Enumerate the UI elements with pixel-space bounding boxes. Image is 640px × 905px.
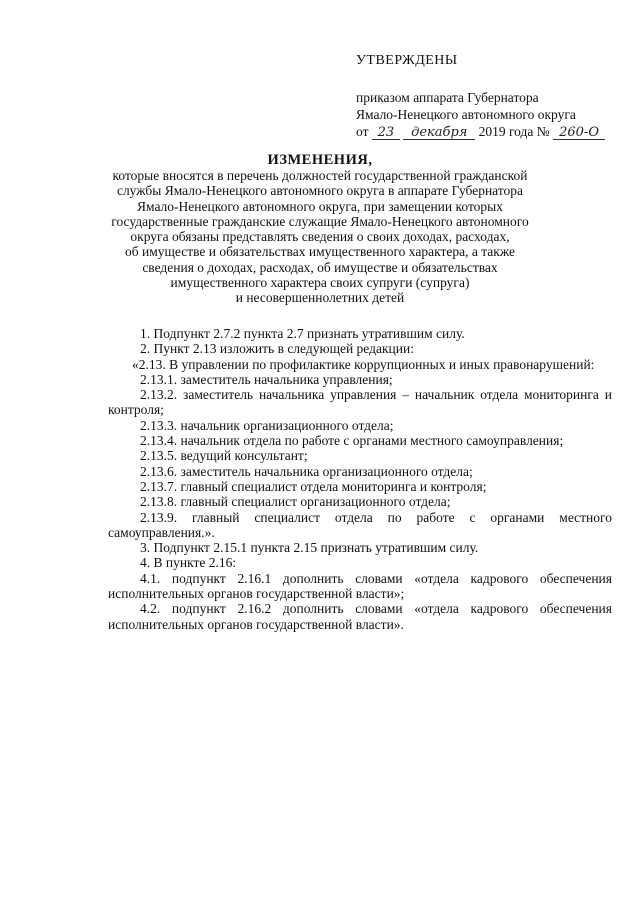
document-subtitle — [100, 168, 540, 306]
item-2-13: «2.13. В управлении по профилактике коррупционных и иных правонарушений: — [132, 356, 595, 372]
approval-from: от — [356, 124, 369, 139]
approval-heading: УТВЕРЖДЕНЫ — [356, 53, 458, 68]
approval-year: 2019 года № — [478, 124, 550, 139]
document-body — [108, 326, 612, 632]
item-2-13-6: 2.13.6. заместитель начальника организационного отдела; — [140, 463, 473, 479]
handwritten-order-number: 260-О — [553, 126, 605, 140]
item-3: 3. Подпункт 2.15.1 пункта 2.15 признать утратившим силу. — [140, 540, 479, 556]
handwritten-month: декабря — [403, 126, 475, 140]
item-2-13-7: 2.13.7. главный специалист отдела мониторинга и контроля; — [140, 478, 487, 494]
approval-line-1: приказом аппарата Губернатора — [356, 90, 539, 105]
handwritten-day: 23 — [372, 126, 400, 140]
item-2: 2. Пункт 2.13 изложить в следующей редакции: — [140, 341, 414, 357]
item-4: 4. В пункте 2.16: — [140, 555, 237, 571]
subtitle-line: округа обязаны представлять сведения о своих доходах, расходах, — [130, 229, 510, 245]
item-2-13-8: 2.13.8. главный специалист организационного отдела; — [140, 494, 451, 510]
item-2-13-4: 2.13.4. начальник отдела по работе с органами местного самоуправления; — [140, 433, 564, 449]
subtitle-line: и несовершеннолетних детей — [235, 290, 405, 306]
item-4-2: 4.2. подпункт 2.16.2 дополнить словами «отдела кадрового обеспечения исполнительных органов государственной власти». — [108, 601, 612, 632]
item-2-13-1: 2.13.1. заместитель начальника управления; — [140, 371, 393, 387]
subtitle-line: службы Ямало-Ненецкого автономного округа в аппарате Губернатора — [116, 183, 524, 199]
item-2-13-9: 2.13.9. главный специалист отдела по работе с органами местного самоуправления.». — [108, 509, 612, 540]
subtitle-line: государственные гражданские служащие Ямало-Ненецкого автономного — [111, 213, 529, 229]
approval-line-2: Ямало-Ненецкого автономного округа — [356, 107, 576, 122]
subtitle-line: которые вносятся в перечень должностей государственной гражданской — [112, 168, 528, 183]
subtitle-line: Ямало-Ненецкого автономного округа, при замещении которых — [136, 198, 503, 214]
item-2-13-3: 2.13.3. начальник организационного отдела; — [140, 417, 394, 433]
approval-date-line — [356, 123, 626, 140]
subtitle-line: об имуществе и обязательствах имущественного характера, а также — [125, 244, 515, 260]
subtitle-line: имущественного характера своих супруги (супруга) — [170, 275, 470, 291]
item-4-1: 4.1. подпункт 2.16.1 дополнить словами «отдела кадрового обеспечения исполнительных органов государственной власти»; — [108, 570, 612, 602]
subtitle-line: сведения о доходах, расходах, об имуществе и обязательствах — [142, 259, 498, 275]
item-2-13-5: 2.13.5. ведущий консультант; — [140, 448, 308, 464]
item-2-13-2: 2.13.2. заместитель начальника управления – начальник отдела мониторинга и контроля; — [108, 387, 612, 418]
item-1: 1. Подпункт 2.7.2 пункта 2.7 признать утратившим силу. — [140, 326, 465, 341]
approval-block — [356, 52, 626, 140]
document-title: ИЗМЕНЕНИЯ, — [267, 152, 373, 168]
